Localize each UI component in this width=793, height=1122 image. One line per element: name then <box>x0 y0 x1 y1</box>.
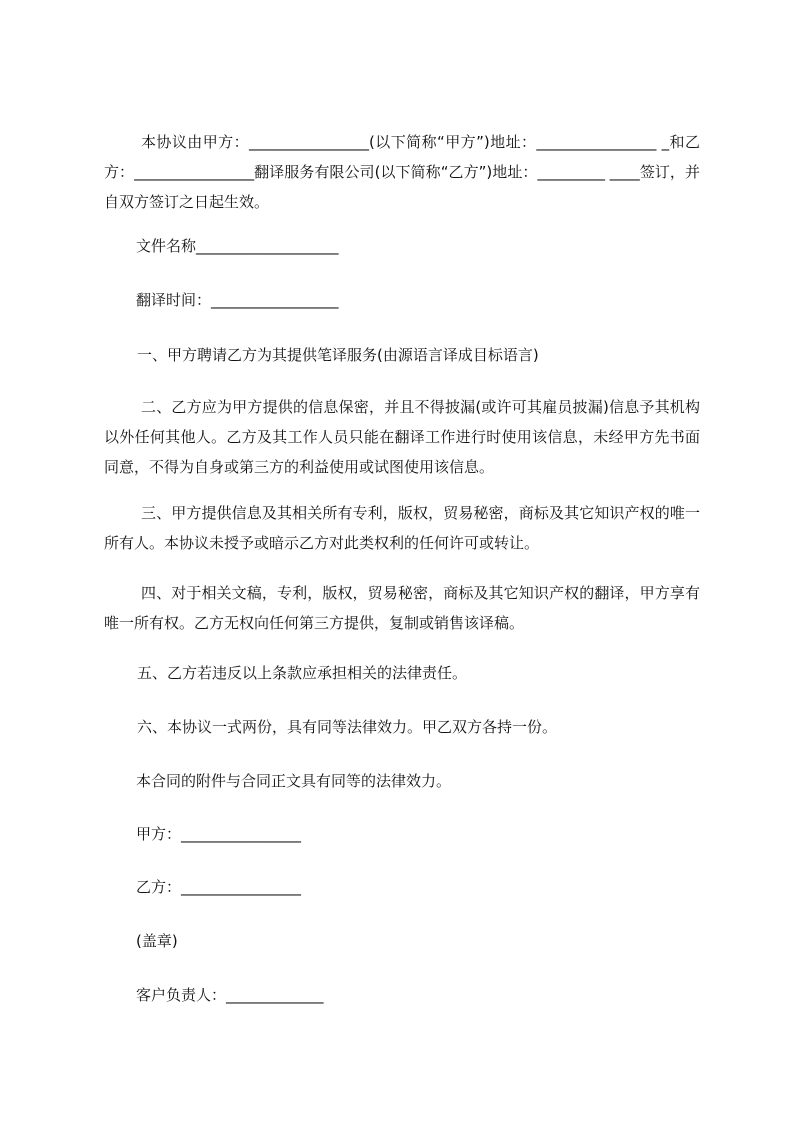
clause-2: 二、乙方应为甲方提供的信息保密，并且不得披漏(或许可其雇员披漏)信息予其机构以外任何其他人。乙方及其工作人员只能在翻译工作进行时使用该信息，未经甲方先书面同意，不得为自身或第三方的利益使用或试图使用该信息。 <box>104 398 700 476</box>
translation-time-field: 翻译时间：_________________ <box>136 291 339 309</box>
clause-5: 五、乙方若违反以上条款应承担相关的法律责任。 <box>137 664 468 682</box>
clause-4: 四、对于相关文稿，专利，版权，贸易秘密，商标及其它知识产权的翻译，甲方享有唯一所有权。乙方无权向任何第三方提供，复制或销售该译稿。 <box>104 584 700 632</box>
seal-label: (盖章) <box>136 932 178 950</box>
clause-3: 三、甲方提供信息及其相关所有专利，版权，贸易秘密，商标及其它知识产权的唯一所有人。本协议未授予或暗示乙方对此类权利的任何许可或转让。 <box>104 504 700 552</box>
clause-6: 六、本协议一式两份，具有同等法律效力。甲乙双方各持一份。 <box>137 718 558 736</box>
attachment-note: 本合同的附件与合同正文具有同等的法律效力。 <box>136 772 452 790</box>
client-representative: 客户负责人：_____________ <box>136 986 324 1004</box>
clause-1: 一、甲方聘请乙方为其提供笔译服务(由源语言译成目标语言) <box>137 346 539 364</box>
party-b-signature: 乙方：________________ <box>136 878 302 896</box>
file-name-field: 文件名称___________________ <box>136 237 339 255</box>
agreement-intro: 本协议由甲方：________________(以下简称“甲方”)地址：________________ _和乙方：________________翻译服务有限公司(以下简称“乙方”)地址：_________ ____签订，并自双方签订之日起生效。 <box>104 133 700 211</box>
party-a-signature: 甲方：________________ <box>136 825 302 843</box>
